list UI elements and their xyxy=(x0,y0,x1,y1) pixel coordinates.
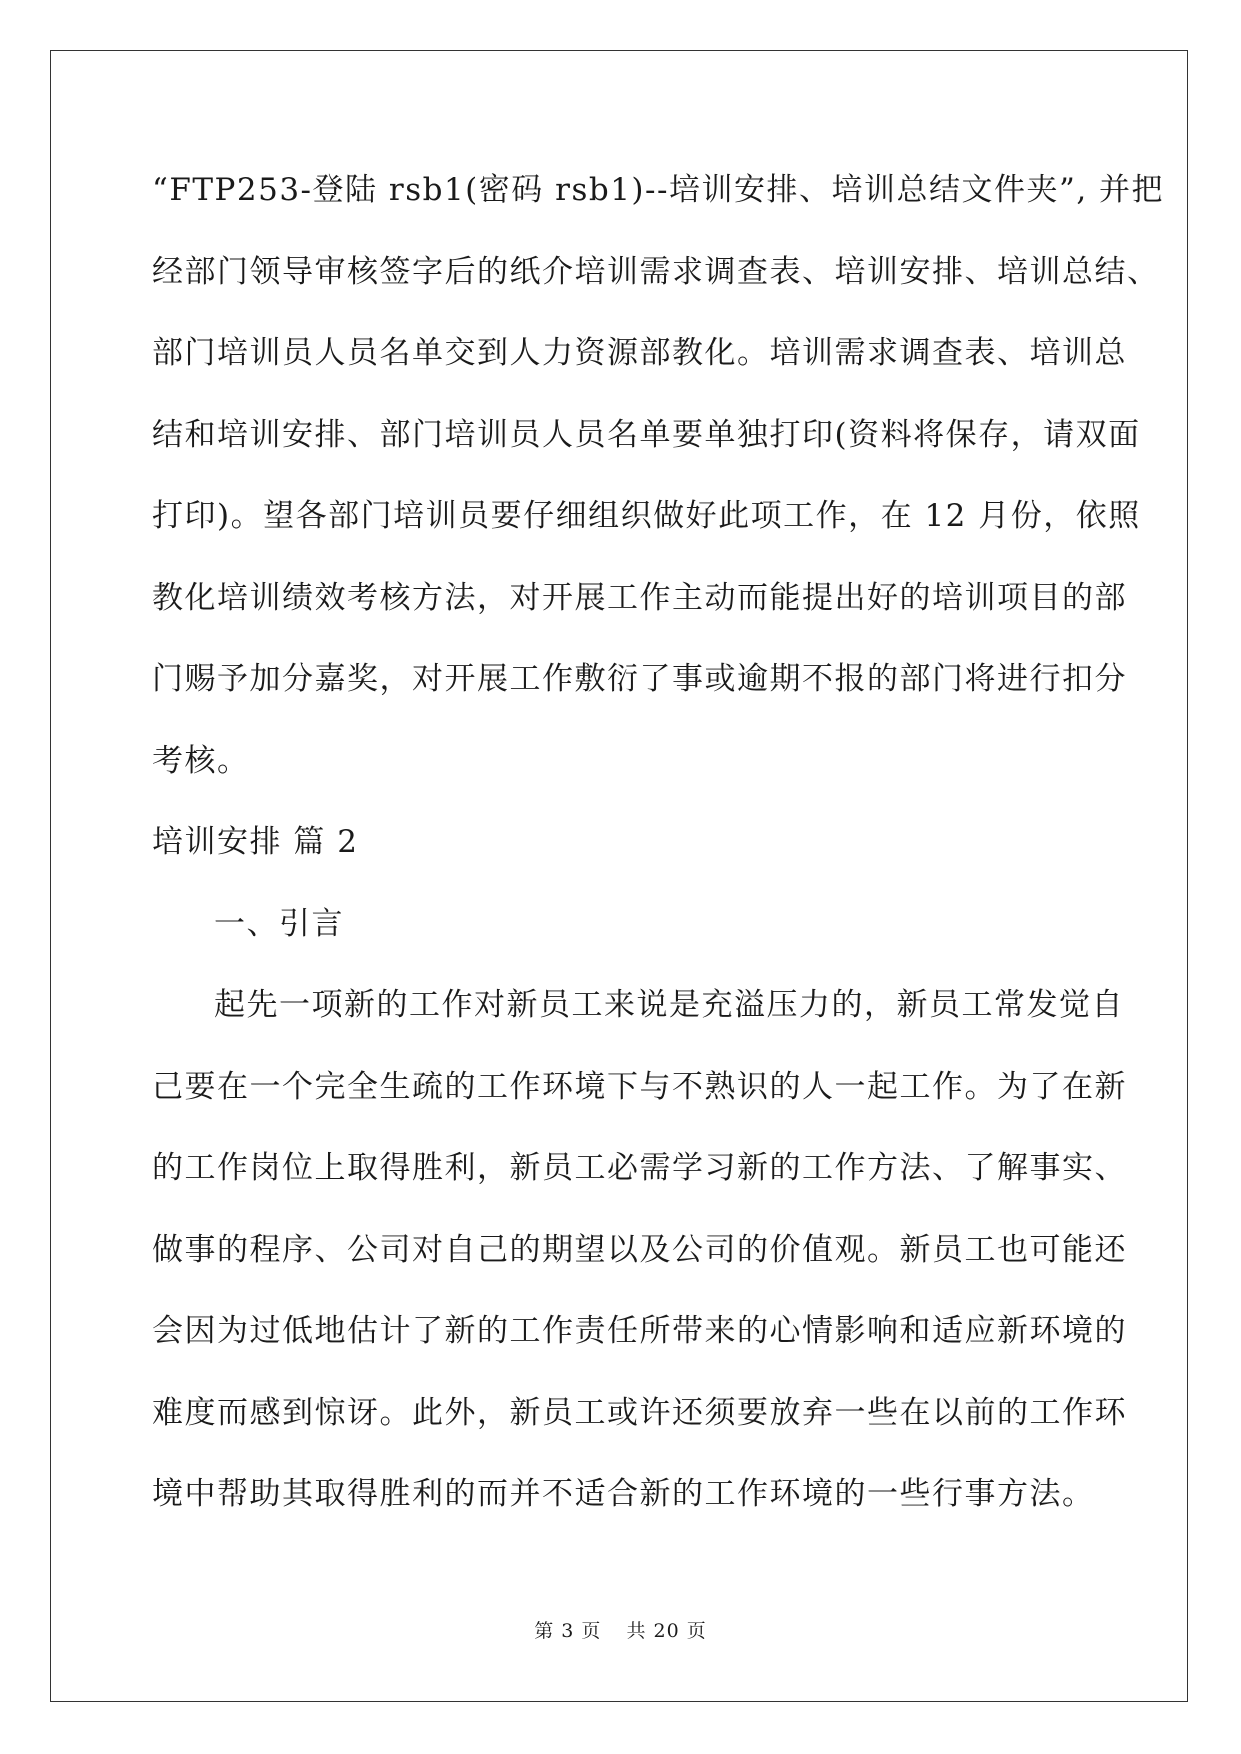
document-body xyxy=(152,160,1165,1546)
text-line: 部门培训员人员名单交到人力资源部教化。培训需求调查表、培训总 xyxy=(152,335,1127,371)
section-heading: 培训安排 篇 2 xyxy=(152,824,359,860)
text-line: 做事的程序、公司对自己的期望以及公司的价值观。新员工也可能还 xyxy=(152,1231,1127,1268)
text-line: 会因为过低地估计了新的工作责任所带来的心情影响和适应新环境的 xyxy=(152,1313,1127,1349)
text-line: 教化培训绩效考核方法，对开展工作主动而能提出好的培训项目的部 xyxy=(152,579,1127,616)
subsection-heading: 一、引言 xyxy=(214,905,344,942)
text-line: 己要在一个完全生疏的工作环境下与不熟识的人一起工作。为了在新 xyxy=(152,1068,1127,1105)
total-pages: 共 20 页 xyxy=(626,1620,707,1642)
text-line: 打印)。望各部门培训员要仔细组织做好此项工作，在 12 月份，依照 xyxy=(152,498,1141,534)
text-line: 的工作岗位上取得胜利，新员工必需学习新的工作方法、了解事实、 xyxy=(152,1150,1127,1186)
text-line: 考核。 xyxy=(152,742,250,779)
text-line: 境中帮助其取得胜利的而并不适合新的工作环境的一些行事方法。 xyxy=(152,1476,1095,1512)
text-line: 门赐予加分嘉奖，对开展工作敷衍了事或逾期不报的部门将进行扣分 xyxy=(152,661,1127,697)
page-number: 第 3 页 xyxy=(534,1620,602,1642)
text-line: 难度而感到惊讶。此外，新员工或许还须要放弃一些在以前的工作环 xyxy=(152,1394,1127,1431)
page-footer xyxy=(0,1616,1241,1643)
text-line: 经部门领导审核签字后的纸介培训需求调查表、培训安排、培训总结、 xyxy=(152,253,1160,290)
text-line: 起先一项新的工作对新员工来说是充溢压力的，新员工常发觉自 xyxy=(214,987,1124,1023)
text-line: 结和培训安排、部门培训员人员名单要单独打印(资料将保存，请双面 xyxy=(152,416,1141,453)
text-line: “FTP253-登陆 rsb1(密码 rsb1)--培训安排、培训总结文件夹”, 并把 xyxy=(152,172,1165,208)
